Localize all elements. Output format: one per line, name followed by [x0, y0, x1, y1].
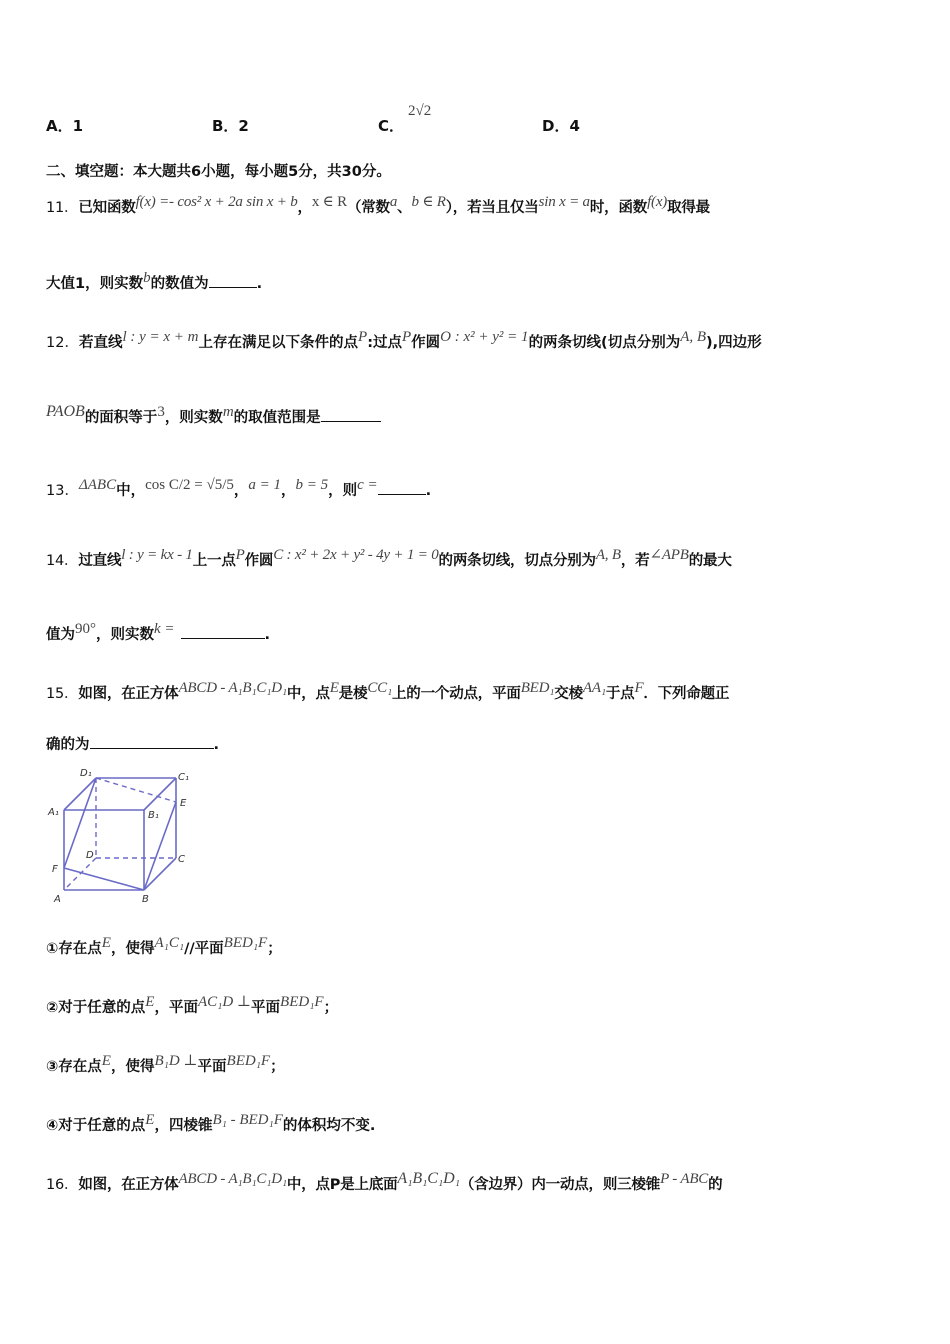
q13-text: . — [425, 483, 432, 499]
q12-text: 若直线 — [78, 335, 123, 351]
label-c1: C₁ — [178, 772, 189, 783]
question-11-line1 — [46, 196, 910, 219]
q16-text: （含边界）内一动点，则三棱锥 — [459, 1177, 661, 1193]
q13-number: 13． — [46, 483, 79, 499]
question-15-line2 — [46, 733, 910, 756]
statement-formula: E — [101, 1053, 111, 1069]
statement-formula: E — [145, 1112, 155, 1128]
q14-formula: P — [235, 547, 245, 563]
statement-mark: ④ — [46, 1118, 59, 1134]
q12-formula: O : x² + y² = 1 — [440, 329, 529, 345]
q13-text: 中， — [116, 483, 146, 499]
q11-formula: b ∈ R — [411, 194, 446, 210]
q12-formula: l : y = x + m — [122, 329, 199, 345]
q12-number: 12． — [46, 335, 79, 351]
q11-text: . — [256, 276, 263, 292]
q14-text: 过直线 — [78, 553, 122, 569]
q15-text: 交棱 — [554, 686, 583, 702]
statement-text: 对于任意的点 — [58, 1000, 146, 1016]
q14-formula: ∠APB — [649, 547, 689, 563]
q15-formula: BED₁ — [520, 680, 555, 696]
answer-blank[interactable] — [181, 624, 265, 639]
q11-text: 大值1，则实数 — [46, 276, 144, 292]
q12-text: 上存在满足以下条件的点 — [198, 335, 359, 351]
label-c: C — [178, 854, 185, 865]
q14-text: 上一点 — [192, 553, 236, 569]
q13-text: ，则 — [328, 483, 358, 499]
q16-formula: ABCD - A₁B₁C₁D₁ — [178, 1171, 287, 1187]
q14-text: . — [264, 627, 271, 643]
statement-text: ，使得 — [110, 941, 155, 957]
q13-formula: ΔABC — [78, 477, 117, 493]
q13-formula: b = 5 — [295, 477, 329, 493]
statement-text: ； — [267, 941, 282, 957]
q14-formula: k = — [154, 621, 175, 637]
label-a1: A₁ — [48, 807, 59, 818]
q14-text: ，若 — [620, 553, 650, 569]
statement-text: 的体积均不变. — [282, 1118, 376, 1134]
label-e: E — [180, 798, 187, 809]
q15-text: 上的一个动点，平面 — [392, 686, 521, 702]
q15-formula: F — [634, 680, 644, 696]
question-15-line1 — [46, 682, 910, 705]
q14-text: 值为 — [46, 627, 75, 643]
q15-text: . — [213, 737, 220, 753]
statement-text: //平面 — [184, 941, 224, 957]
statement-mark: ① — [46, 941, 59, 957]
option-a: A．1 — [46, 117, 84, 135]
q11-text: ），若当且仅当 — [445, 200, 539, 216]
label-d: D — [86, 850, 94, 861]
q16-text: 的 — [708, 1177, 723, 1193]
q11-text: ， — [297, 200, 312, 216]
label-b: B — [142, 894, 149, 905]
q14-number: 14． — [46, 553, 79, 569]
q12-formula: P — [402, 329, 412, 345]
statement-4 — [46, 1114, 910, 1137]
q15-text: 中，点 — [286, 686, 330, 702]
statement-text: 平面 — [197, 1059, 227, 1075]
q16-text: 中，点P是上底面 — [286, 1177, 398, 1193]
q11-text: 已知函数 — [78, 200, 136, 216]
statement-text: 平面 — [251, 1000, 281, 1016]
statement-formula: BED₁F — [226, 1053, 271, 1069]
q15-text: 如图，在正方体 — [78, 686, 179, 702]
hidden-edge-da — [64, 858, 96, 890]
q15-formula: E — [329, 680, 339, 696]
q13-text: ， — [233, 483, 249, 499]
q11-text: 、 — [397, 200, 412, 216]
edge-fb — [64, 868, 144, 890]
q12-text: 的两条切线(切点分别为 — [528, 335, 681, 351]
q13-formula: a = 1 — [248, 477, 281, 493]
option-c-value: 2√2 — [408, 103, 432, 119]
question-16 — [46, 1170, 910, 1196]
q15-text: ．下列命题正 — [643, 686, 730, 702]
statement-text: ，四棱锥 — [154, 1118, 213, 1134]
statement-mark: ② — [46, 1000, 59, 1016]
q11-formula: b — [143, 270, 151, 286]
edge-bc — [144, 858, 176, 890]
statement-mark: ③ — [46, 1059, 59, 1075]
q15-number: 15． — [46, 686, 79, 702]
q13-text: ， — [281, 483, 296, 499]
q14-formula: A, B — [595, 547, 621, 563]
q12-text: 的取值范围是 — [233, 410, 321, 426]
q15-formula: AA₁ — [582, 680, 606, 696]
q12-text: :过点 — [367, 335, 402, 351]
label-b1: B₁ — [148, 810, 159, 821]
statement-2 — [46, 996, 910, 1019]
statement-text: ； — [323, 1000, 339, 1016]
q12-text: ),四边形 — [706, 335, 762, 351]
statement-formula: E — [101, 935, 111, 951]
q12-formula: 3 — [157, 404, 165, 420]
section-heading: 二、填空题：本大题共6小题，每小题5分，共30分。 — [46, 164, 391, 180]
answer-blank[interactable] — [321, 407, 381, 422]
question-12-line1 — [46, 331, 910, 354]
q11-formula: f(x) — [647, 194, 668, 210]
q12-formula: A, B — [680, 329, 707, 345]
option-c-label: C． — [378, 117, 405, 135]
q12-text: 作圆 — [411, 335, 441, 351]
q15-text: 于点 — [605, 686, 635, 702]
q16-text: 如图，在正方体 — [78, 1177, 179, 1193]
answer-blank[interactable] — [90, 734, 214, 749]
answer-blank[interactable] — [378, 480, 426, 495]
question-14-line2 — [46, 623, 910, 646]
q11-formula: a — [389, 194, 398, 210]
question-11-line2 — [46, 272, 910, 295]
q12-text: ，则实数 — [164, 410, 223, 426]
q12-formula: P — [358, 329, 368, 345]
statement-text: 存在点 — [58, 1059, 102, 1075]
cube-figure — [44, 766, 194, 906]
q12-formula: PAOB — [46, 403, 85, 420]
edge-a1d1 — [64, 778, 96, 810]
option-d: D．4 — [542, 117, 580, 135]
question-12-line2 — [46, 403, 910, 429]
answer-blank[interactable] — [209, 273, 257, 288]
q14-text: 作圆 — [244, 553, 274, 569]
q14-formula: 90° — [75, 621, 96, 637]
statement-formula: B₁D ⊥ — [154, 1053, 198, 1069]
q14-text: ，则实数 — [96, 627, 154, 643]
q15-text: 确的为 — [46, 737, 90, 753]
q11-text: 的数值为 — [150, 276, 209, 292]
q11-text: （常数 — [346, 200, 390, 216]
question-14-line1 — [46, 549, 910, 572]
statement-formula: A₁C₁ — [154, 935, 185, 951]
statement-formula: B₁ - BED₁F — [212, 1112, 283, 1128]
q11-number: 11． — [46, 200, 79, 216]
statement-3 — [46, 1055, 910, 1078]
statement-formula: BED₁F — [223, 935, 268, 951]
statement-formula: AC₁D ⊥ — [197, 994, 252, 1010]
question-13 — [46, 479, 910, 502]
statement-text: ，平面 — [154, 1000, 198, 1016]
q11-formula: f(x) =- cos² x + 2a sin x + b — [135, 194, 298, 210]
label-d1: D₁ — [80, 768, 92, 779]
q14-text: 的最大 — [688, 553, 732, 569]
q11-formula: x ∈ R — [311, 194, 347, 210]
q15-text: 是棱 — [338, 686, 368, 702]
q13-formula: cos C/2 = √5/5 — [145, 477, 234, 493]
q11-text: 取得最 — [667, 200, 710, 216]
q11-text: 时，函数 — [589, 200, 648, 216]
q13-formula: c = — [357, 477, 378, 493]
statement-1 — [46, 937, 910, 960]
q14-formula: C : x² + 2x + y² - 4y + 1 = 0 — [273, 547, 439, 563]
label-f: F — [52, 864, 58, 875]
statement-text: ； — [270, 1059, 285, 1075]
statement-formula: BED₁F — [280, 994, 324, 1010]
option-b: B．2 — [212, 117, 249, 135]
q11-formula: sin x = a — [538, 194, 590, 210]
q15-formula: CC₁ — [367, 680, 392, 696]
statement-text: 对于任意的点 — [58, 1118, 146, 1134]
statement-formula: E — [145, 994, 155, 1010]
q14-formula: l : y = kx - 1 — [121, 547, 193, 563]
q16-formula: P - ABC — [660, 1171, 709, 1187]
q16-number: 16． — [46, 1177, 79, 1193]
q15-formula: ABCD - A₁B₁C₁D₁ — [178, 680, 287, 696]
statement-text: 存在点 — [58, 941, 102, 957]
label-a: A — [54, 894, 61, 905]
q12-text: 的面积等于 — [84, 410, 158, 426]
q14-text: 的两条切线，切点分别为 — [438, 553, 596, 569]
q16-formula: A₁B₁C₁D₁ — [397, 1170, 460, 1187]
statement-text: ，使得 — [110, 1059, 155, 1075]
q12-formula: m — [222, 404, 234, 420]
